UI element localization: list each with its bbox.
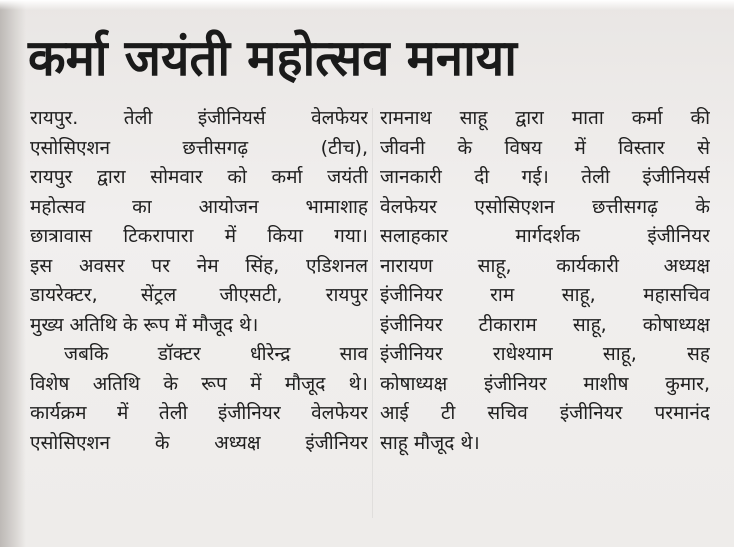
text-line: इंजीनियर राधेश्याम साहू, सह	[380, 343, 710, 365]
text-line: कार्यक्रम में तेली इंजीनियर वेलफेयर	[30, 402, 368, 424]
text-line: इंजीनियर राम साहू, महासचिव	[380, 284, 710, 306]
column-divider	[372, 108, 373, 518]
text-line: छात्रावास टिकरापारा में किया गया।	[30, 225, 368, 247]
text-line: डायरेक्टर, सेंट्रल जीएसटी, रायपुर	[30, 284, 368, 306]
text-line: रायपुर. तेली इंजीनियर्स वेलफेयर	[30, 107, 368, 129]
text-line: एसोसिएशन छत्तीसगढ़ (टीच),	[30, 136, 368, 159]
page-fold-shadow	[0, 0, 26, 547]
text-line: विशेष अतिथि के रूप में मौजूद थे।	[30, 372, 368, 395]
text-line: नारायण साहू, कार्यकारी अध्यक्ष	[380, 254, 710, 277]
text-line: मुख्य अतिथि के रूप में मौजूद थे।	[30, 313, 259, 336]
article-headline: कर्मा जयंती महोत्सव मनाया	[28, 29, 517, 87]
text-line: एसोसिएशन के अध्यक्ष इंजीनियर	[30, 431, 368, 454]
text-line: सलाहकार मार्गदर्शक इंजीनियर	[380, 225, 710, 247]
text-line: रायपुर द्वारा सोमवार को कर्मा जयंती	[30, 166, 368, 188]
page-top-edge	[0, 0, 734, 10]
paragraph-start-line: जबकि डॉक्टर धीरेन्द्र साव	[64, 343, 368, 365]
text-line: जीवनी के विषय में विस्तार से	[380, 136, 710, 159]
text-line: साहू मौजूद थे।	[380, 431, 480, 454]
article-right-column	[380, 104, 710, 458]
text-line: वेलफेयर एसोसिएशन छत्तीसगढ़ के	[380, 195, 710, 218]
text-line: इंजीनियर टीकाराम साहू, कोषाध्यक्ष	[380, 313, 710, 336]
text-line: कोषाध्यक्ष इंजीनियर माशीष कुमार,	[380, 372, 710, 395]
text-line: इस अवसर पर नेम सिंह, एडिशनल	[30, 254, 368, 277]
text-line: जानकारी दी गई। तेली इंजीनियर्स	[380, 166, 710, 188]
article-left-column	[30, 104, 368, 458]
text-line: महोत्सव का आयोजन भामाशाह	[30, 195, 368, 218]
text-line: रामनाथ साहू द्वारा माता कर्मा की	[380, 107, 710, 129]
text-line: आई टी सचिव इंजीनियर परमानंद	[380, 402, 710, 424]
